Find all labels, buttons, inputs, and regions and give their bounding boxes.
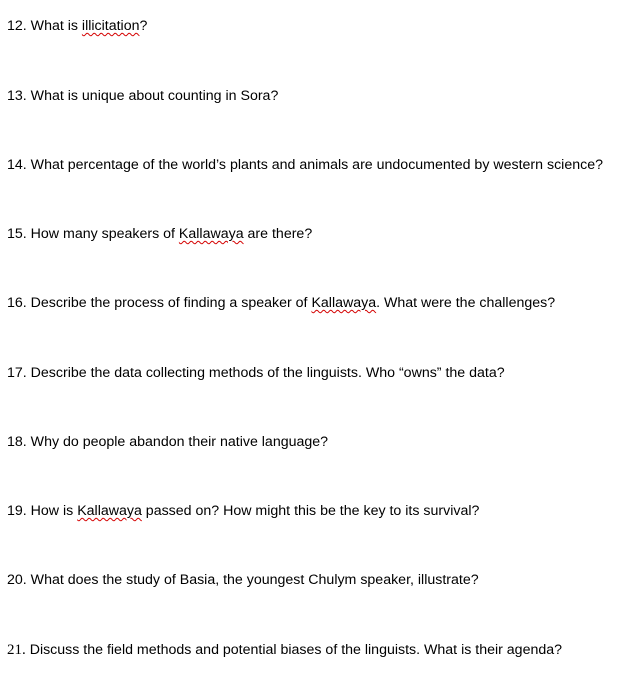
question-number: 14. [7,157,27,173]
question-number: 20. [7,572,27,588]
question-text: How many speakers of [26,226,179,242]
question-number: 12. [7,18,27,34]
question-text: What does the study of Basia, the youngest Chulym speaker, illustrate? [26,572,479,588]
misspelled-word[interactable]: Kallawaya [311,295,377,311]
question-text: . What were the challenges? [376,295,556,311]
misspelled-word[interactable]: Kallawaya [77,503,142,519]
question-text: What is unique about counting in Sora? [26,88,279,104]
question-number: 21. [7,642,26,658]
question-16 [7,294,555,312]
question-12 [7,17,147,35]
question-text: Describe the data collecting methods of the linguists. Who “owns” the data? [26,365,505,381]
question-15 [7,225,312,243]
question-21 [7,641,562,659]
question-text: Discuss the field methods and potential biases of the linguists. What is their agenda? [25,642,563,658]
question-17 [7,364,505,382]
question-14 [7,156,603,174]
question-text: are there? [243,226,313,242]
question-number: 18. [7,434,27,450]
question-text: ? [139,18,148,34]
question-number: 13. [7,88,27,104]
question-text: How is [26,503,78,519]
question-number: 17. [7,365,27,381]
misspelled-word[interactable]: Kallawaya [178,226,244,242]
question-text: passed on? How might this be the key to its survival? [141,503,480,519]
question-13 [7,87,278,105]
question-20 [7,571,479,589]
question-18 [7,433,328,451]
question-number: 16. [7,295,27,311]
question-text: Why do people abandon their native language? [26,434,329,450]
question-text: What percentage of the world’s plants and animals are undocumented by western science? [26,157,603,173]
question-19 [7,502,479,520]
question-number: 15. [7,226,27,242]
misspelled-word[interactable]: illicitation [81,18,140,34]
question-text: Describe the process of finding a speaker of [26,295,312,311]
question-number: 19. [7,503,27,519]
question-text: What is [26,18,82,34]
